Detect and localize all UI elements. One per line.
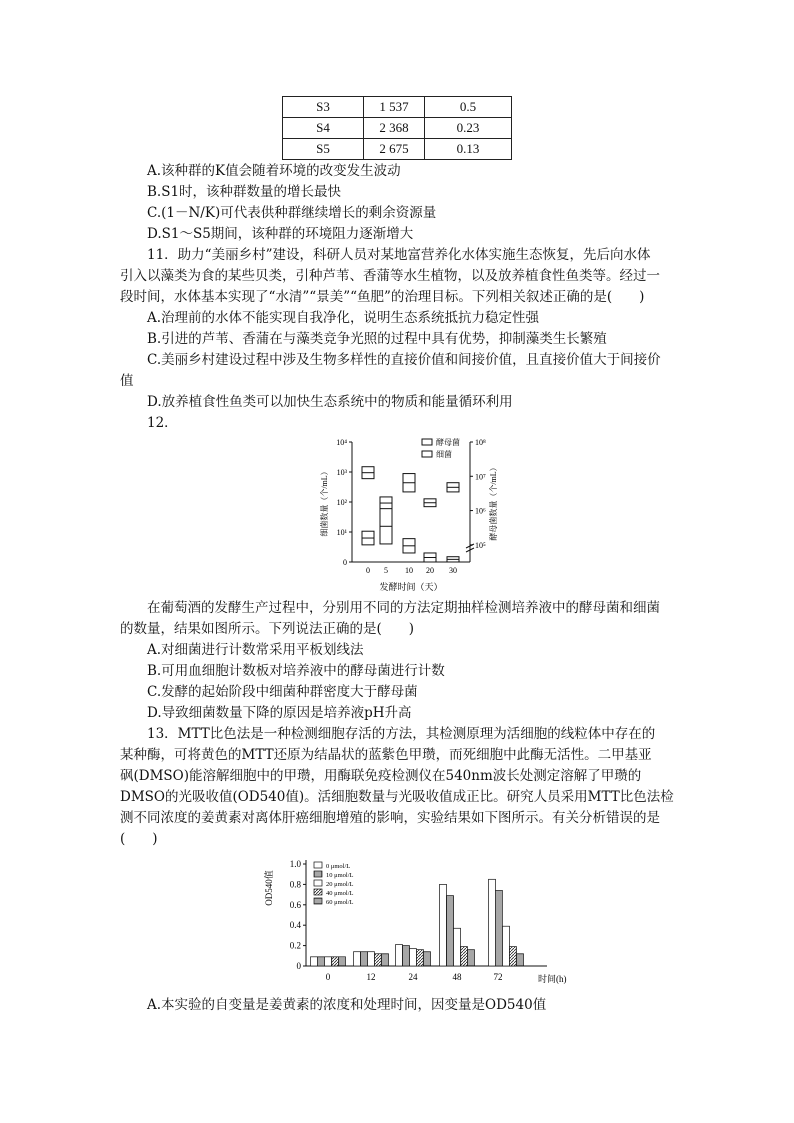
bar: [361, 952, 368, 966]
table-cell: 2 675: [364, 139, 425, 160]
bar: [403, 946, 410, 966]
legend-label: 20 μmol/L: [326, 881, 354, 888]
population-table: [282, 96, 512, 160]
q11-option-d: D.放养植食性鱼类可以加快生态系统中的物质和能量循环利用: [147, 394, 513, 410]
table-row: [283, 118, 512, 139]
bar: [496, 891, 503, 966]
table-row: [283, 97, 512, 118]
bar: [368, 952, 375, 966]
legend-label-yeast: 酵母菌: [436, 438, 460, 447]
table-row: [283, 139, 512, 160]
x-tick-label: 5: [384, 566, 388, 575]
bar: [440, 884, 447, 966]
legend-swatch-yeast: [422, 439, 432, 445]
fermentation-chart: [318, 432, 518, 596]
q10-option-d: D.S1～S5期间，该种群的环境阻力逐渐增大: [147, 226, 414, 242]
legend-swatch: [314, 898, 322, 904]
table-cell: S3: [283, 97, 364, 118]
q11-option-b: B.引进的芦苇、香蒲在与藻类竞争光照的过程中具有优势，抑制藻类生长繁殖: [147, 331, 607, 347]
q12-number: 12．: [147, 415, 178, 431]
od540-chart: [262, 852, 567, 988]
legend-swatch-bacteria: [422, 451, 432, 457]
legend-swatch: [314, 862, 322, 868]
left-tick-label: 0: [343, 558, 347, 567]
x-axis-label: 时间(h): [538, 974, 567, 984]
q11-option-c-cont: 值: [120, 373, 134, 389]
x-tick-label: 72: [493, 972, 503, 982]
q12-option-c: C.发酵的起始阶段中细菌种群密度大于酵母菌: [147, 684, 418, 700]
q12-option-a: A.对细菌进行计数常采用平板划线法: [147, 642, 364, 658]
legend-swatch: [314, 880, 322, 886]
table-cell: S5: [283, 139, 364, 160]
bar: [396, 945, 403, 966]
bar: [503, 926, 510, 966]
table-cell: 0.5: [425, 97, 512, 118]
legend-label-bacteria: 细菌: [436, 450, 452, 459]
q12-stem-line: 的数量，结果如图所示。下列说法正确的是( ): [120, 621, 415, 637]
q11-stem-line: 11．助力“美丽乡村”建设，科研人员对某地富营养化水体实施生态恢复，先后向水体: [147, 247, 651, 263]
y-axis-label-left: 细菌数量（个/mL）: [320, 467, 329, 537]
right-tick-label: 10⁵: [475, 540, 486, 550]
q12-option-d: D.导致细菌数量下降的原因是培养液pH升高: [147, 705, 412, 721]
table-cell: 0.23: [425, 118, 512, 139]
bar: [354, 952, 361, 966]
legend-label: 10 μmol/L: [326, 872, 354, 879]
y-axis-label-right: 酵母菌数量（个/mL）: [489, 463, 498, 541]
y-axis-label: OD540值: [264, 870, 274, 906]
q12-stem-line: 在葡萄酒的发酵生产过程中，分别用不同的方法定期抽样检测培养液中的酵母菌和细菌: [147, 600, 660, 616]
q13-stem-line: DMSO的光吸收值(OD540值)。活细胞数量与光吸收值成正比。研究人员采用MTT比色法检: [120, 789, 674, 805]
bar: [517, 954, 524, 966]
x-tick-label: 0: [366, 566, 370, 575]
bar: [318, 957, 325, 966]
right-tick-label: 10⁸: [475, 438, 486, 447]
left-tick-label: 10³: [336, 468, 347, 477]
bar: [468, 950, 475, 966]
q11-option-a: A.治理前的水体不能实现自我净化，说明生态系统抵抗力稳定性强: [147, 310, 540, 326]
right-tick-label: 10⁷: [475, 472, 486, 482]
q13-stem-line: ( ): [120, 831, 158, 847]
q10-option-a: A.该种群的K值会随着环境的改变发生波动: [147, 163, 401, 179]
x-axis-label: 发酵时间（天）: [379, 582, 443, 592]
bar: [410, 949, 417, 966]
q10-option-b: B.S1时，该种群数量的增长最快: [147, 184, 342, 200]
bar: [417, 950, 424, 966]
bar: [447, 896, 454, 966]
x-tick-label: 30: [449, 566, 457, 575]
x-tick-label: 48: [452, 972, 462, 982]
left-tick-label: 10²: [336, 498, 347, 507]
bar: [325, 957, 332, 966]
q11-option-c: C.美丽乡村建设过程中涉及生物多样性的直接价值和间接价值，且直接价值大于间接价: [147, 352, 661, 368]
bar: [461, 947, 468, 966]
left-tick-label: 10⁴: [336, 438, 347, 447]
y-tick-label: 0.2: [289, 940, 301, 951]
x-tick-label: 10: [405, 566, 413, 575]
legend-label: 40 μmol/L: [326, 890, 354, 897]
y-tick-label: 0.8: [289, 879, 301, 890]
bar: [339, 957, 346, 966]
legend-swatch: [314, 889, 322, 895]
legend-swatch: [314, 871, 322, 877]
right-tick-label: 10⁶: [475, 506, 486, 516]
left-tick-label: 10¹: [336, 528, 347, 537]
bar: [332, 957, 339, 966]
y-tick-label: 0: [296, 961, 301, 971]
y-tick-label: 1.0: [289, 859, 301, 869]
y-tick-label: 0.6: [289, 899, 301, 910]
bar: [382, 954, 389, 966]
table-cell: 0.13: [425, 139, 512, 160]
x-tick-label: 24: [408, 972, 418, 982]
bar: [311, 957, 318, 966]
bar: [510, 947, 517, 966]
q13-stem-line: 砜(DMSO)能溶解细胞中的甲瓒，用酶联免疫检测仪在540nm波长处测定溶解了甲瓒的: [120, 768, 642, 784]
table-cell: 2 368: [364, 118, 425, 139]
q13-stem-line: 13．MTT比色法是一种检测细胞存活的方法，其检测原理为活细胞的线粒体中存在的: [147, 726, 656, 742]
q11-stem-line: 引入以藻类为食的某些贝类，引种芦苇、香蒲等水生植物，以及放养植食性鱼类等。经过一: [120, 268, 660, 284]
bar: [489, 879, 496, 966]
bar: [375, 954, 382, 966]
q12-option-b: B.可用血细胞计数板对培养液中的酵母菌进行计数: [147, 663, 445, 679]
q10-option-c: C.(1－N/K)可代表供种群继续增长的剩余资源量: [147, 205, 437, 221]
x-tick-label: 0: [325, 972, 331, 982]
legend-label: 60 μmol/L: [326, 899, 354, 906]
q13-stem-line: 某种酶，可将黄色的MTT还原为结晶状的蓝紫色甲瓒，而死细胞中此酶无活性。二甲基亚: [120, 747, 652, 763]
q13-option-a: A.本实验的自变量是姜黄素的浓度和处理时间，因变量是OD540值: [147, 997, 547, 1013]
table-cell: S4: [283, 118, 364, 139]
bar: [424, 952, 431, 966]
legend-label: 0 μmol/L: [326, 863, 351, 870]
x-tick-label: 20: [426, 566, 434, 575]
q11-stem-line: 段时间，水体基本实现了“水清”“景美”“鱼肥”的治理目标。下列相关叙述正确的是( ): [120, 289, 645, 305]
y-tick-label: 0.4: [289, 920, 301, 931]
bar: [454, 928, 461, 966]
q13-stem-line: 测不同浓度的姜黄素对离体肝癌细胞增殖的影响，实验结果如下图所示。有关分析错误的是: [120, 810, 660, 826]
table-cell: 1 537: [364, 97, 425, 118]
x-tick-label: 12: [366, 972, 376, 982]
